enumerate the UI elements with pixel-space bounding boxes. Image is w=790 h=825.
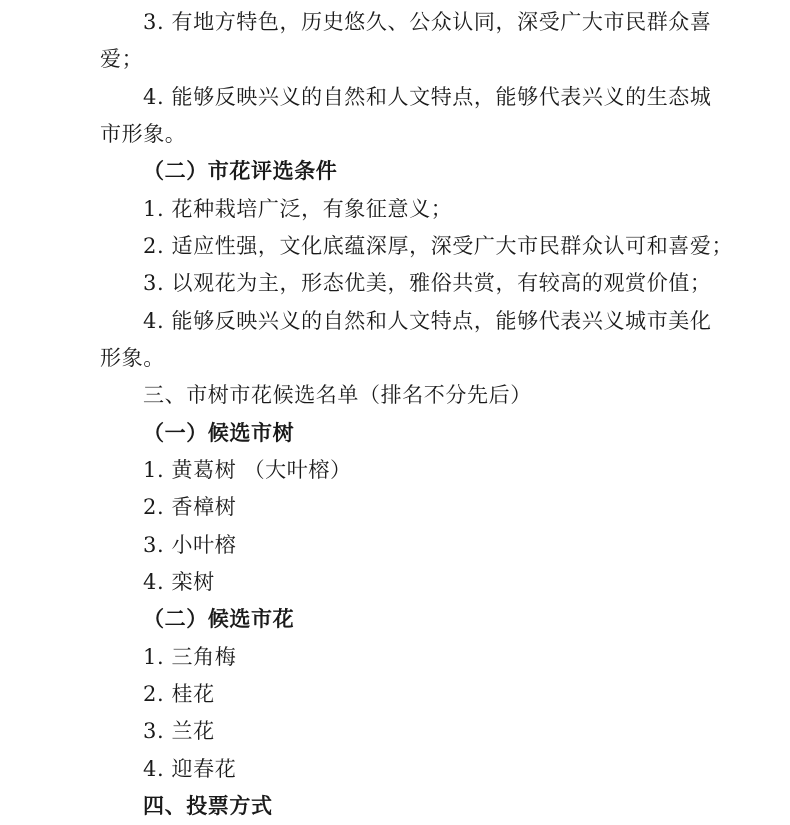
criteria-tree-item-3-continued: 爱； <box>100 47 144 71</box>
candidate-tree-2: 2. 香樟树 <box>143 495 237 519</box>
criteria-flower-item-1: 1. 花种栽培广泛，有象征意义； <box>143 197 453 221</box>
candidate-tree-heading: （一）候选市树 <box>143 421 295 445</box>
criteria-flower-item-3: 3. 以观花为主，形态优美，雅俗共赏，有较高的观赏价值； <box>143 271 712 295</box>
candidate-flower-2: 2. 桂花 <box>143 682 215 706</box>
criteria-flower-item-2: 2. 适应性强，文化底蕴深厚，深受广大市民群众认可和喜爱； <box>143 234 734 258</box>
candidate-tree-1: 1. 黄葛树 （大叶榕） <box>143 458 352 482</box>
candidate-tree-3: 3. 小叶榕 <box>143 533 237 557</box>
criteria-flower-item-4-continued: 形象。 <box>100 346 165 370</box>
criteria-tree-item-4-continued: 市形象。 <box>100 122 187 146</box>
criteria-tree-item-4: 4. 能够反映兴义的自然和人文特点，能够代表兴义的生态城 <box>143 85 712 109</box>
candidate-flower-4: 4. 迎春花 <box>143 757 237 781</box>
candidate-tree-4: 4. 栾树 <box>143 570 215 594</box>
flower-criteria-heading: （二）市花评选条件 <box>143 159 338 183</box>
candidate-flower-3: 3. 兰花 <box>143 719 215 743</box>
candidate-flower-1: 1. 三角梅 <box>143 645 237 669</box>
criteria-tree-item-3: 3. 有地方特色，历史悠久、公众认同，深受广大市民群众喜 <box>143 10 712 34</box>
criteria-flower-item-4: 4. 能够反映兴义的自然和人文特点，能够代表兴义城市美化 <box>143 309 712 333</box>
candidate-list-heading: 三、市树市花候选名单（排名不分先后） <box>143 383 532 407</box>
voting-method-heading: 四、投票方式 <box>143 794 273 818</box>
candidate-flower-heading: （二）候选市花 <box>143 607 295 631</box>
